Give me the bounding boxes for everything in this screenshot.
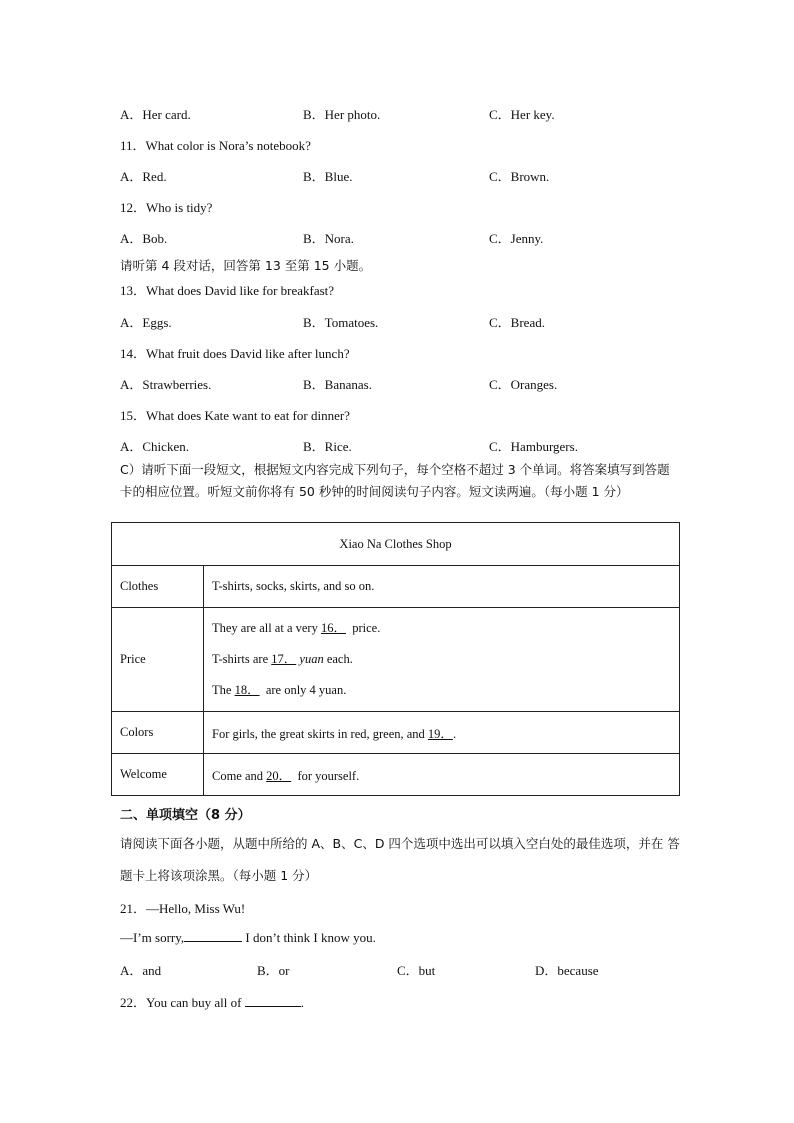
q15-option-b: B．Rice. [303, 439, 352, 454]
price-line2-italic: yuan [299, 652, 324, 666]
welcome-pre: Come and [212, 768, 264, 783]
q21-option-b: B．or [257, 963, 290, 978]
price-line1-post: price. [352, 621, 381, 635]
table-title: Xiao Na Clothes Shop [112, 523, 680, 566]
q21-option-c: C．but [397, 963, 436, 978]
q22-pre: 22．You can buy all of [120, 995, 242, 1010]
table-row [112, 566, 680, 608]
blank-17: 17． [271, 652, 297, 666]
price-line-3 [212, 675, 671, 706]
blank-20: 20． [266, 768, 292, 783]
q14-option-b: B．Bananas. [303, 377, 372, 392]
price-line-1 [212, 613, 671, 644]
q22-blank [245, 994, 301, 1007]
blank-19: 19． [427, 726, 453, 741]
q12-question: 12．Who is tidy? [120, 200, 213, 215]
row-value-clothes: T-shirts, socks, skirts, and so on. [204, 566, 680, 608]
price-line-2 [212, 644, 671, 675]
q15-option-c: C．Hamburgers. [489, 439, 578, 454]
welcome-post: for yourself. [297, 768, 360, 783]
price-line2-post: each. [326, 652, 353, 666]
row-label-price: Price [112, 608, 204, 712]
blank-16: 16． [320, 621, 346, 635]
instruction-dialogue-4: 请听第 4 段对话，回答第 13 至第 15 小题。 [120, 258, 372, 273]
q21-line-2 [120, 929, 376, 946]
q10-option-b: B．Her photo. [303, 107, 381, 122]
q13-question: 13．What does David like for breakfast? [120, 283, 335, 298]
q21-option-a: A．and [120, 963, 162, 978]
q13-option-c: C．Bread. [489, 315, 545, 330]
row-label-colors: Colors [112, 712, 204, 754]
q14-option-c: C．Oranges. [489, 377, 558, 392]
q21-blank [184, 929, 242, 942]
q15-option-a: A．Chicken. [120, 439, 189, 454]
q21-line-1: 21．—Hello, Miss Wu! [120, 901, 246, 916]
q10-option-a: A．Her card. [120, 107, 191, 122]
q22-post: . [300, 995, 304, 1010]
section-2-instruction: 请阅读下面各小题，从题中所给的 A、B、C、D 四个选项中选出可以填入空白处的最佳选项，并在 答题卡上将该项涂黑。（每小题 1 分） [120, 836, 680, 883]
price-line3-post: are only 4 yuan. [265, 683, 347, 697]
q14-question: 14．What fruit does David like after lunch? [120, 346, 350, 361]
colors-post: . [452, 726, 457, 741]
q12-option-c: C．Jenny. [489, 231, 544, 246]
blank-18: 18． [234, 683, 260, 697]
q11-option-b: B．Blue. [303, 169, 353, 184]
table-row [112, 608, 680, 712]
q21-option-d: D．because [535, 963, 599, 978]
section-2-title: 二、单项填空（8 分） [120, 808, 251, 823]
q11-option-a: A．Red. [120, 169, 167, 184]
q21-line2-post: I don’t think I know you. [245, 930, 376, 945]
table-row [112, 754, 680, 796]
q11-question: 11．What color is Nora’s notebook? [120, 138, 311, 153]
q15-question: 15．What does Kate want to eat for dinner? [120, 408, 350, 423]
q21-line2-pre: —I’m sorry, [120, 930, 185, 945]
row-label-welcome: Welcome [112, 754, 204, 796]
q12-option-b: B．Nora. [303, 231, 354, 246]
q22-question [120, 992, 304, 1011]
q13-option-b: B．Tomatoes. [303, 315, 379, 330]
section-c-instruction: C）请听下面一段短文，根据短文内容完成下列句子，每个空格不超过 3 个单词。将答案填写到答题 卡的相应位置。听短文前你将有 50 秒钟的时间阅读句子内容。短文读两遍。（每小题 1 分） [120, 462, 670, 499]
q13-option-a: A．Eggs. [120, 315, 172, 330]
row-value-colors [204, 712, 680, 754]
q11-option-c: C．Brown. [489, 169, 550, 184]
row-label-clothes: Clothes [112, 566, 204, 608]
table-row [112, 712, 680, 754]
price-line1-pre: They are all at a very [212, 621, 318, 635]
price-line3-pre: The [212, 683, 232, 697]
price-line2-pre: T-shirts are [212, 652, 269, 666]
clothes-shop-table [111, 522, 680, 796]
q14-option-a: A．Strawberries. [120, 377, 212, 392]
colors-pre: For girls, the great skirts in red, green, and [212, 726, 425, 741]
q10-option-c: C．Her key. [489, 107, 555, 122]
row-value-welcome [204, 754, 680, 796]
row-value-price [204, 608, 680, 712]
q12-option-a: A．Bob. [120, 231, 168, 246]
